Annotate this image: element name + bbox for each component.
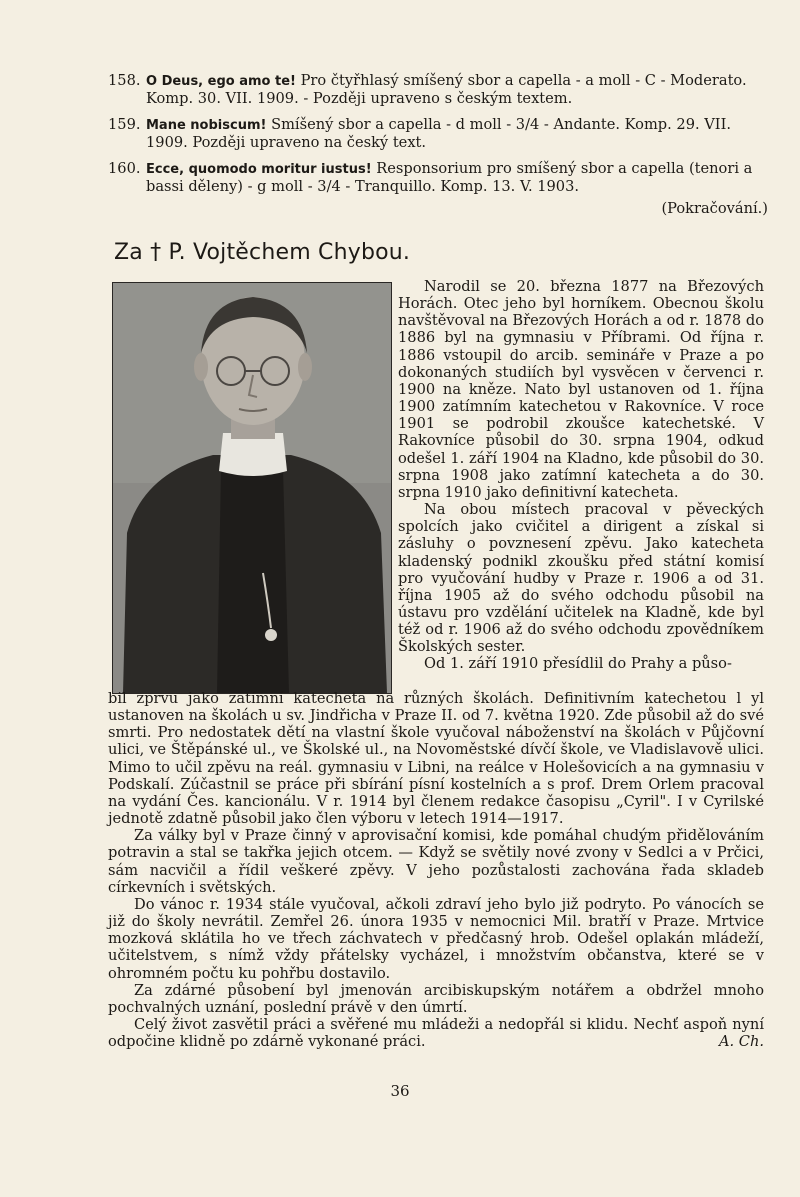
entry-number: 159. [108,116,141,133]
catalog-entry-158 [108,72,768,107]
entry-title: Mane nobiscum! [146,118,267,133]
entry-text: Pro čtyřhlasý smíšený sbor a capella - a moll - C - Moderato. Komp. 30. VII. 1909. - Později upraveno s českým textem. [146,72,747,107]
catalog-entries [108,72,768,217]
biography-closing [108,1016,764,1050]
portrait-image [113,283,391,693]
portrait-photo [112,282,392,694]
author-signature: A. Ch. [718,1033,764,1051]
obituary-heading: Za † P. Vojtěchem Chybou. [114,240,411,265]
entry-title: Ecce, quomodo moritur iustus! [146,162,372,177]
page-number: 36 [390,1082,410,1100]
closing-text: Celý život zasvětil práci a svěřené mu mládeži a nedopřál si klidu. Nechť aspoň nyní odpočine klidně po zdárně vykonané práci. [108,1015,764,1051]
entry-text: Responsorium pro smíšený sbor a capella (tenori a bassi děleny) - g moll - 3/4 - Tranquillo. Komp. 13. V. 1903. [146,160,753,195]
entry-number: 158. [108,72,141,89]
catalog-entry-159 [108,116,768,151]
catalog-entry-160 [108,160,768,195]
biography-body [108,690,764,1050]
biography-column [398,278,764,673]
biography-paragraph: Narodil se 20. března 1877 na Březových Horách. Otec jeho byl horníkem. Obecnou školu navštěvoval na Březových Horách a od r. 1878 do 1886 byl na gymnasiu v Příbrami. Od října r. 1886 vstoupil do arcib. semináře v Praze a po dokonaných studiích byl vysvěcen v červenci r. 1900 na kněze. Nato byl ustanoven od 1. října 1900 zatímním katechetou v Rakovníce. V roce 1901 se podrobil zkoušce katechetské. V Rakovníce působil do 30. srpna 1904, odkud odešel 1. září 1904 na Kladno, kde působil do 30. srpna 1908 jako zatímní katecheta a do 30. srpna 1910 jako definitivní katecheta. [398,278,764,501]
biography-paragraph: bil zprvu jako zatímní katecheta na různých školách. Definitivním katechetou l yl ustanoven na školách u sv. Jindřicha v Praze II. od 7. května 1920. Zde působil až do své smrti. Pro nedostatek dětí na vlastní škole vyučoval náboženství na školách v Půjčovní ulici, ve Štěpánské ul., ve Školské ul., na Novoměstské dívčí škole, ve Vladislavově ulici. Mimo to učil zpěvu na reál. gymnasiu v Libni, na reálce v Holešovicích a na gymnasiu v Podskalí. Zúčastnil se práce při sbírání písní kostelních a s prof. Drem Orlem pracoval na vydání Čes. kancionálu. V r. 1914 byl členem redakce časopisu „Cyril". I v Cyrilské jednotě zdatně působil jako člen výboru v letech 1914—1917. [108,690,764,828]
continued-note: (Pokračování.) [661,200,768,217]
entry-text: Smíšený sbor a capella - d moll - 3/4 - Andante. Komp. 29. VII. 1909. Později upraveno na český text. [146,116,731,151]
biography-paragraph: Za války byl v Praze činný v aprovisační komisi, kde pomáhal chudým přidělováním potravin a stal se takřka jejich otcem. — Když se světily nové zvony v Sedlci a v Prčici, sám nacvičil a řídil veškeré zpěvy. V jeho pozůstalosti zachována řada skladeb církevních i světských. [108,827,764,896]
biography-paragraph: Do vánoc r. 1934 stále vyučoval, ačkoli zdraví jeho bylo již podryto. Po vánocích se již do školy nevrátil. Zemřel 26. února 1935 v nemocnici Mil. bratří v Praze. Mrtvice mozková sklátila ho ve třech záchvatech v předčasný hrob. Odešel oplakán mládeží, učitelstvem, s nímž vždy přátelsky vycházel, i množstvím občanstva, které se v ohromném počtu ku pohřbu dostavilo. [108,895,764,982]
biography-paragraph: Od 1. září 1910 přesídlil do Prahy a půso- [424,655,732,673]
entry-title: O Deus, ego amo te! [146,74,296,89]
entry-number: 160. [108,160,141,177]
biography-paragraph: Na obou místech pracoval v pěveckých spolcích jako cvičitel a dirigent a získal si zásluhy o povznesení zpěvu. Jako katecheta kladenský podnikl zkoušku před státní komisí pro vyučování hudby v Praze r. 1906 a od 31. října 1905 až do svého odchodu působil na ústavu pro vzdělání učitelek na Kladně, kde byl též od r. 1906 až do svého odchodu zpovědníkem Školských sester. [398,501,764,656]
biography-paragraph: Za zdárné působení byl jmenován arcibiskupským notářem a obdržel mnoho pochvalných uznání, poslední právě v den úmrtí. [108,981,764,1016]
